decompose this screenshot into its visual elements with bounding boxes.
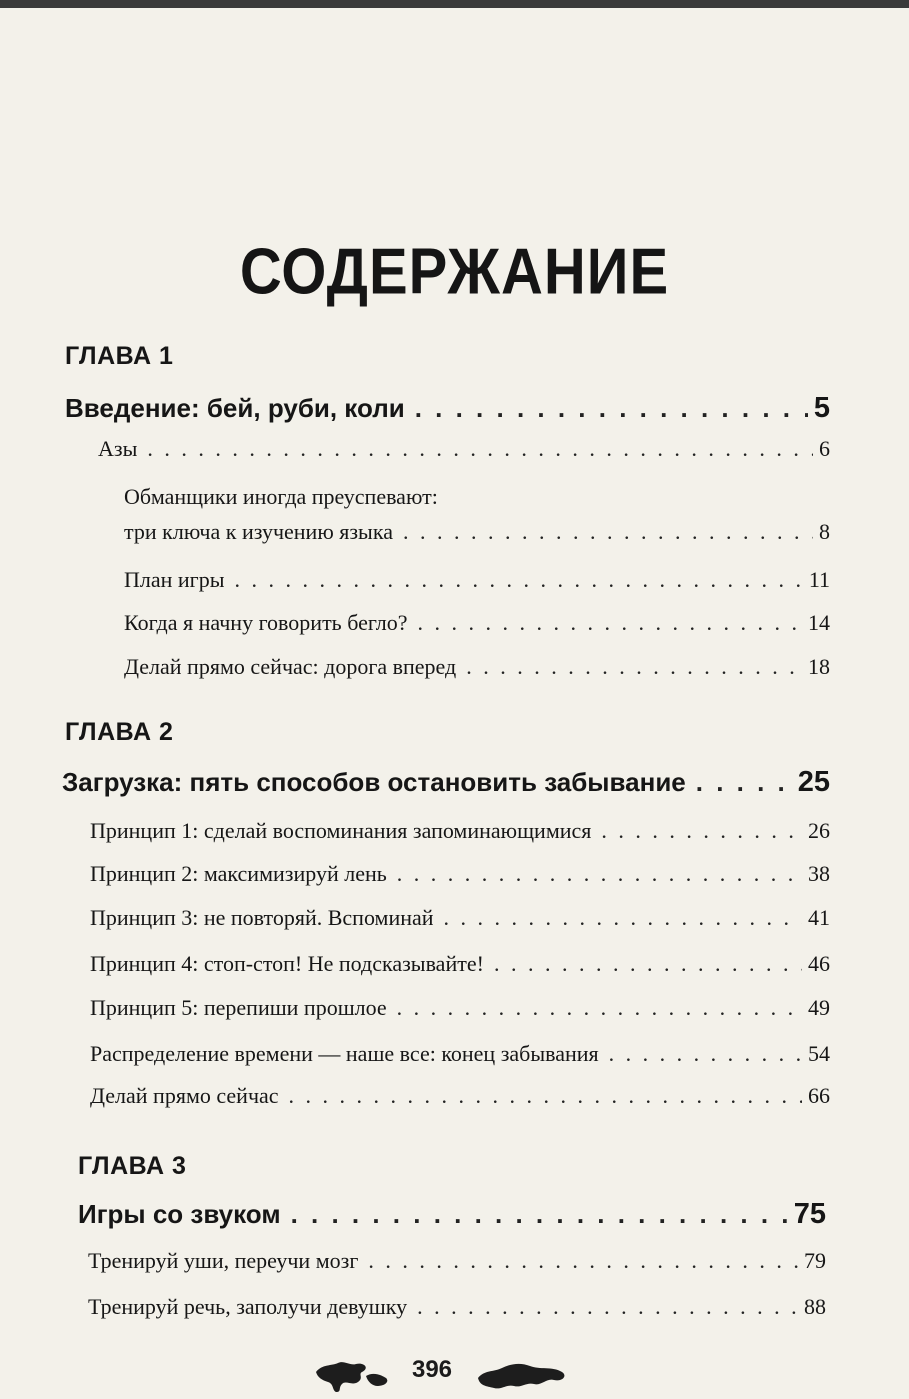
toc-entry-title: Принцип 2: максимизируй лень: [90, 861, 387, 886]
dot-leader: [444, 905, 802, 931]
dot-leader: [601, 818, 802, 844]
toc-entry[interactable]: [124, 610, 830, 636]
chapter-2-title-entry[interactable]: [62, 766, 830, 799]
dot-leader: [291, 1199, 788, 1230]
toc-entry-page: 18: [808, 654, 830, 679]
chapter-3-title-entry[interactable]: [78, 1198, 826, 1231]
dot-leader: [418, 610, 802, 636]
dot-leader: [466, 654, 802, 680]
chapter-1-title-entry[interactable]: [65, 392, 830, 425]
toc-entry[interactable]: [90, 951, 830, 977]
toc-entry[interactable]: [90, 905, 830, 931]
dot-leader: [397, 995, 802, 1021]
toc-entry-title: Делай прямо сейчас: дорога вперед: [124, 654, 457, 679]
toc-entry-page: 88: [804, 1294, 826, 1319]
page-number: 396: [411, 1356, 453, 1383]
toc-entry[interactable]: [90, 818, 830, 844]
toc-entry[interactable]: [124, 654, 830, 680]
world-map-silhouette-icon: [472, 1358, 572, 1394]
toc-entry-page: 26: [808, 818, 830, 843]
toc-entry-page: 66: [808, 1083, 830, 1108]
chapter-1-page: 5: [813, 392, 830, 424]
toc-entry-title: Когда я начну говорить бегло?: [124, 610, 408, 635]
toc-entry[interactable]: [90, 1041, 830, 1067]
toc-entry-page: 14: [808, 610, 830, 635]
toc-entry-page: 8: [819, 519, 830, 544]
toc-entry-title: Принцип 1: сделай воспоминания запоминающимися: [90, 818, 592, 843]
toc-entry[interactable]: [90, 995, 830, 1021]
toc-entry-title: Принцип 5: перепиши прошлое: [90, 995, 387, 1020]
chapter-2-title: Загрузка: пять способов остановить забывание: [62, 767, 686, 797]
dot-leader: [696, 767, 792, 798]
toc-entry-title: План игры: [124, 567, 225, 592]
toc-entry-title: Распределение времени — наше все: конец забывания: [90, 1041, 599, 1066]
toc-entry-page: 6: [819, 436, 830, 461]
toc-entry-page: 54: [808, 1041, 830, 1066]
toc-entry[interactable]: [88, 1294, 826, 1320]
dot-leader: [494, 951, 802, 977]
dot-leader: [147, 436, 813, 462]
chapter-3-title: Игры со звуком: [78, 1199, 281, 1229]
chapter-3-label: ГЛАВА 3: [78, 1152, 187, 1180]
toc-entry-title: Принцип 4: стоп-стоп! Не подсказывайте!: [90, 951, 484, 976]
page-title: СОДЕРЖАНИЕ: [239, 235, 670, 308]
toc-entry-page: 38: [808, 861, 830, 886]
toc-entry-title-line1: Обманщики иногда преуспевают:: [124, 484, 438, 509]
dot-leader: [403, 519, 813, 545]
dot-leader: [234, 567, 802, 593]
page-footer: [0, 1350, 909, 1399]
dot-leader: [397, 861, 802, 887]
toc-entry[interactable]: [124, 519, 830, 545]
dot-leader: [417, 1294, 798, 1320]
dot-leader: [368, 1248, 798, 1274]
toc-entry[interactable]: [88, 1248, 826, 1274]
chapter-3-page: 75: [793, 1198, 826, 1230]
toc-entry-title: Азы: [98, 436, 138, 461]
chapter-1-title: Введение: бей, руби, коли: [65, 393, 405, 423]
toc-entry[interactable]: [98, 436, 830, 462]
toc-entry-title: Делай прямо сейчас: [90, 1083, 279, 1108]
toc-entry[interactable]: [90, 861, 830, 887]
toc-entry-page: 79: [804, 1248, 826, 1273]
world-map-silhouette-icon: [312, 1358, 392, 1394]
toc-entry-title: Тренируй речь, заполучи девушку: [88, 1294, 408, 1319]
toc-entry-title: Тренируй уши, переучи мозг: [88, 1248, 359, 1273]
toc-entry-page: 46: [808, 951, 830, 976]
chapter-2-page: 25: [797, 766, 830, 798]
dot-leader: [609, 1041, 802, 1067]
chapter-1-label: ГЛАВА 1: [65, 342, 174, 370]
toc-entry-title: три ключа к изучению языка: [124, 519, 393, 544]
toc-entry-page: 11: [808, 567, 830, 592]
dot-leader: [289, 1083, 802, 1109]
chapter-2-label: ГЛАВА 2: [65, 718, 174, 746]
toc-entry[interactable]: [90, 1083, 830, 1109]
toc-entry-page: 41: [808, 905, 830, 930]
toc-entry[interactable]: [124, 567, 830, 593]
toc-entry-title: Принцип 3: не повторяй. Вспоминай: [90, 905, 434, 930]
toc-entry-page: 49: [808, 995, 830, 1020]
dot-leader: [415, 393, 808, 424]
